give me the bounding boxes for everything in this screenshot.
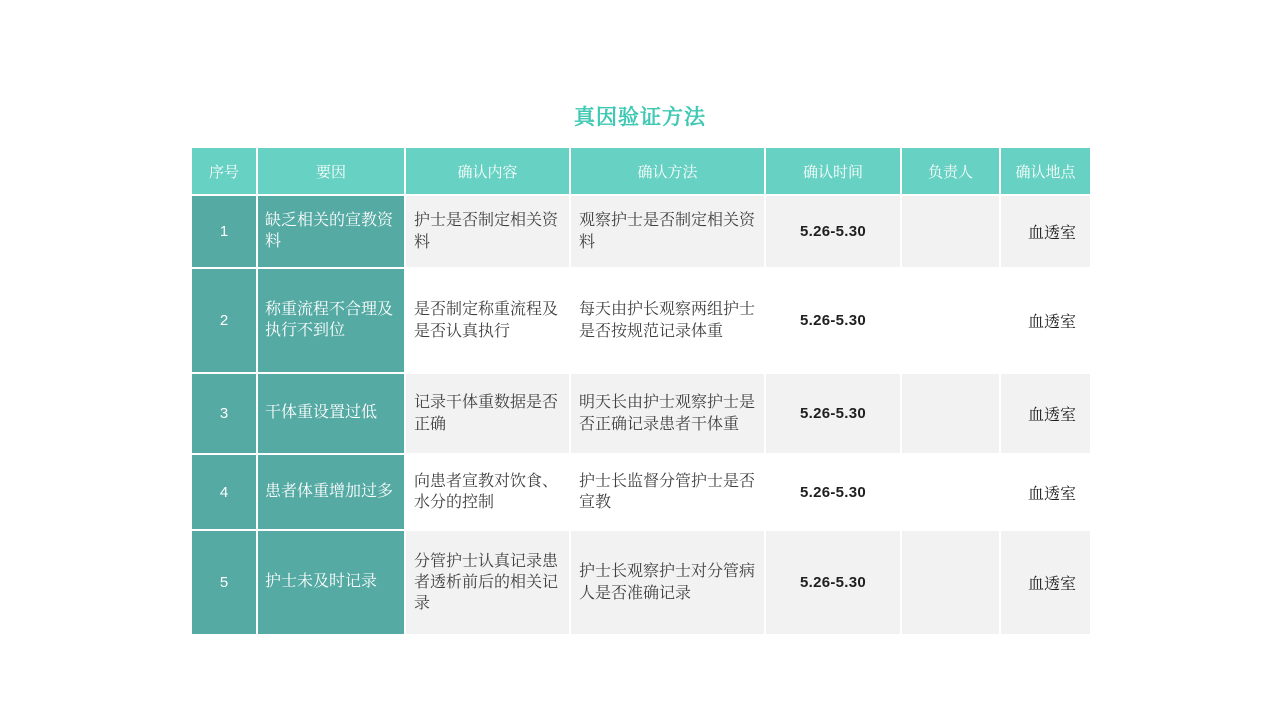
- cell-method: 护士长监督分管护士是否宣教: [571, 455, 764, 529]
- cell-place: 血透室: [1001, 196, 1090, 267]
- table-row: [192, 531, 1090, 634]
- col-header-time: 确认时间: [766, 148, 900, 194]
- col-header-place: 确认地点: [1001, 148, 1090, 194]
- col-header-cause: 要因: [258, 148, 404, 194]
- table-row: [192, 196, 1090, 267]
- col-header-num: 序号: [192, 148, 256, 194]
- cell-time: 5.26-5.30: [766, 531, 900, 634]
- table-row: [192, 374, 1090, 453]
- cell-place: 血透室: [1001, 374, 1090, 453]
- cell-time: 5.26-5.30: [766, 269, 900, 372]
- page-title: 真因验证方法: [574, 106, 706, 129]
- cell-time: 5.26-5.30: [766, 374, 900, 453]
- cell-cause: 患者体重增加过多: [258, 455, 404, 529]
- table-header-row: [192, 148, 1090, 194]
- cell-time: 5.26-5.30: [766, 455, 900, 529]
- col-header-content: 确认内容: [406, 148, 569, 194]
- cell-content: 护士是否制定相关资料: [406, 196, 569, 267]
- cell-method: 观察护士是否制定相关资料: [571, 196, 764, 267]
- cell-method: 明天长由护士观察护士是否正确记录患者干体重: [571, 374, 764, 453]
- cell-place: 血透室: [1001, 531, 1090, 634]
- col-header-owner: 负责人: [902, 148, 999, 194]
- col-header-method: 确认方法: [571, 148, 764, 194]
- cell-content: 分管护士认真记录患者透析前后的相关记录: [406, 531, 569, 634]
- cell-owner: [902, 455, 999, 529]
- table-row: [192, 269, 1090, 372]
- cell-content: 是否制定称重流程及是否认真执行: [406, 269, 569, 372]
- cell-method: 护士长观察护士对分管病人是否准确记录: [571, 531, 764, 634]
- cell-cause: 干体重设置过低: [258, 374, 404, 453]
- cell-cause: 缺乏相关的宣教资料: [258, 196, 404, 267]
- cell-owner: [902, 196, 999, 267]
- cell-num: 3: [192, 374, 256, 453]
- cell-num: 5: [192, 531, 256, 634]
- verification-table: [190, 146, 1092, 636]
- table-row: [192, 455, 1090, 529]
- cell-num: 2: [192, 269, 256, 372]
- cell-content: 向患者宣教对饮食、水分的控制: [406, 455, 569, 529]
- cell-num: 4: [192, 455, 256, 529]
- cell-owner: [902, 531, 999, 634]
- cell-place: 血透室: [1001, 455, 1090, 529]
- verification-table-wrap: [190, 146, 1092, 636]
- cell-cause: 护士未及时记录: [258, 531, 404, 634]
- cell-owner: [902, 374, 999, 453]
- cell-num: 1: [192, 196, 256, 267]
- cell-method: 每天由护长观察两组护士是否按规范记录体重: [571, 269, 764, 372]
- cell-time: 5.26-5.30: [766, 196, 900, 267]
- cell-content: 记录干体重数据是否正确: [406, 374, 569, 453]
- cell-place: 血透室: [1001, 269, 1090, 372]
- cell-cause: 称重流程不合理及执行不到位: [258, 269, 404, 372]
- cell-owner: [902, 269, 999, 372]
